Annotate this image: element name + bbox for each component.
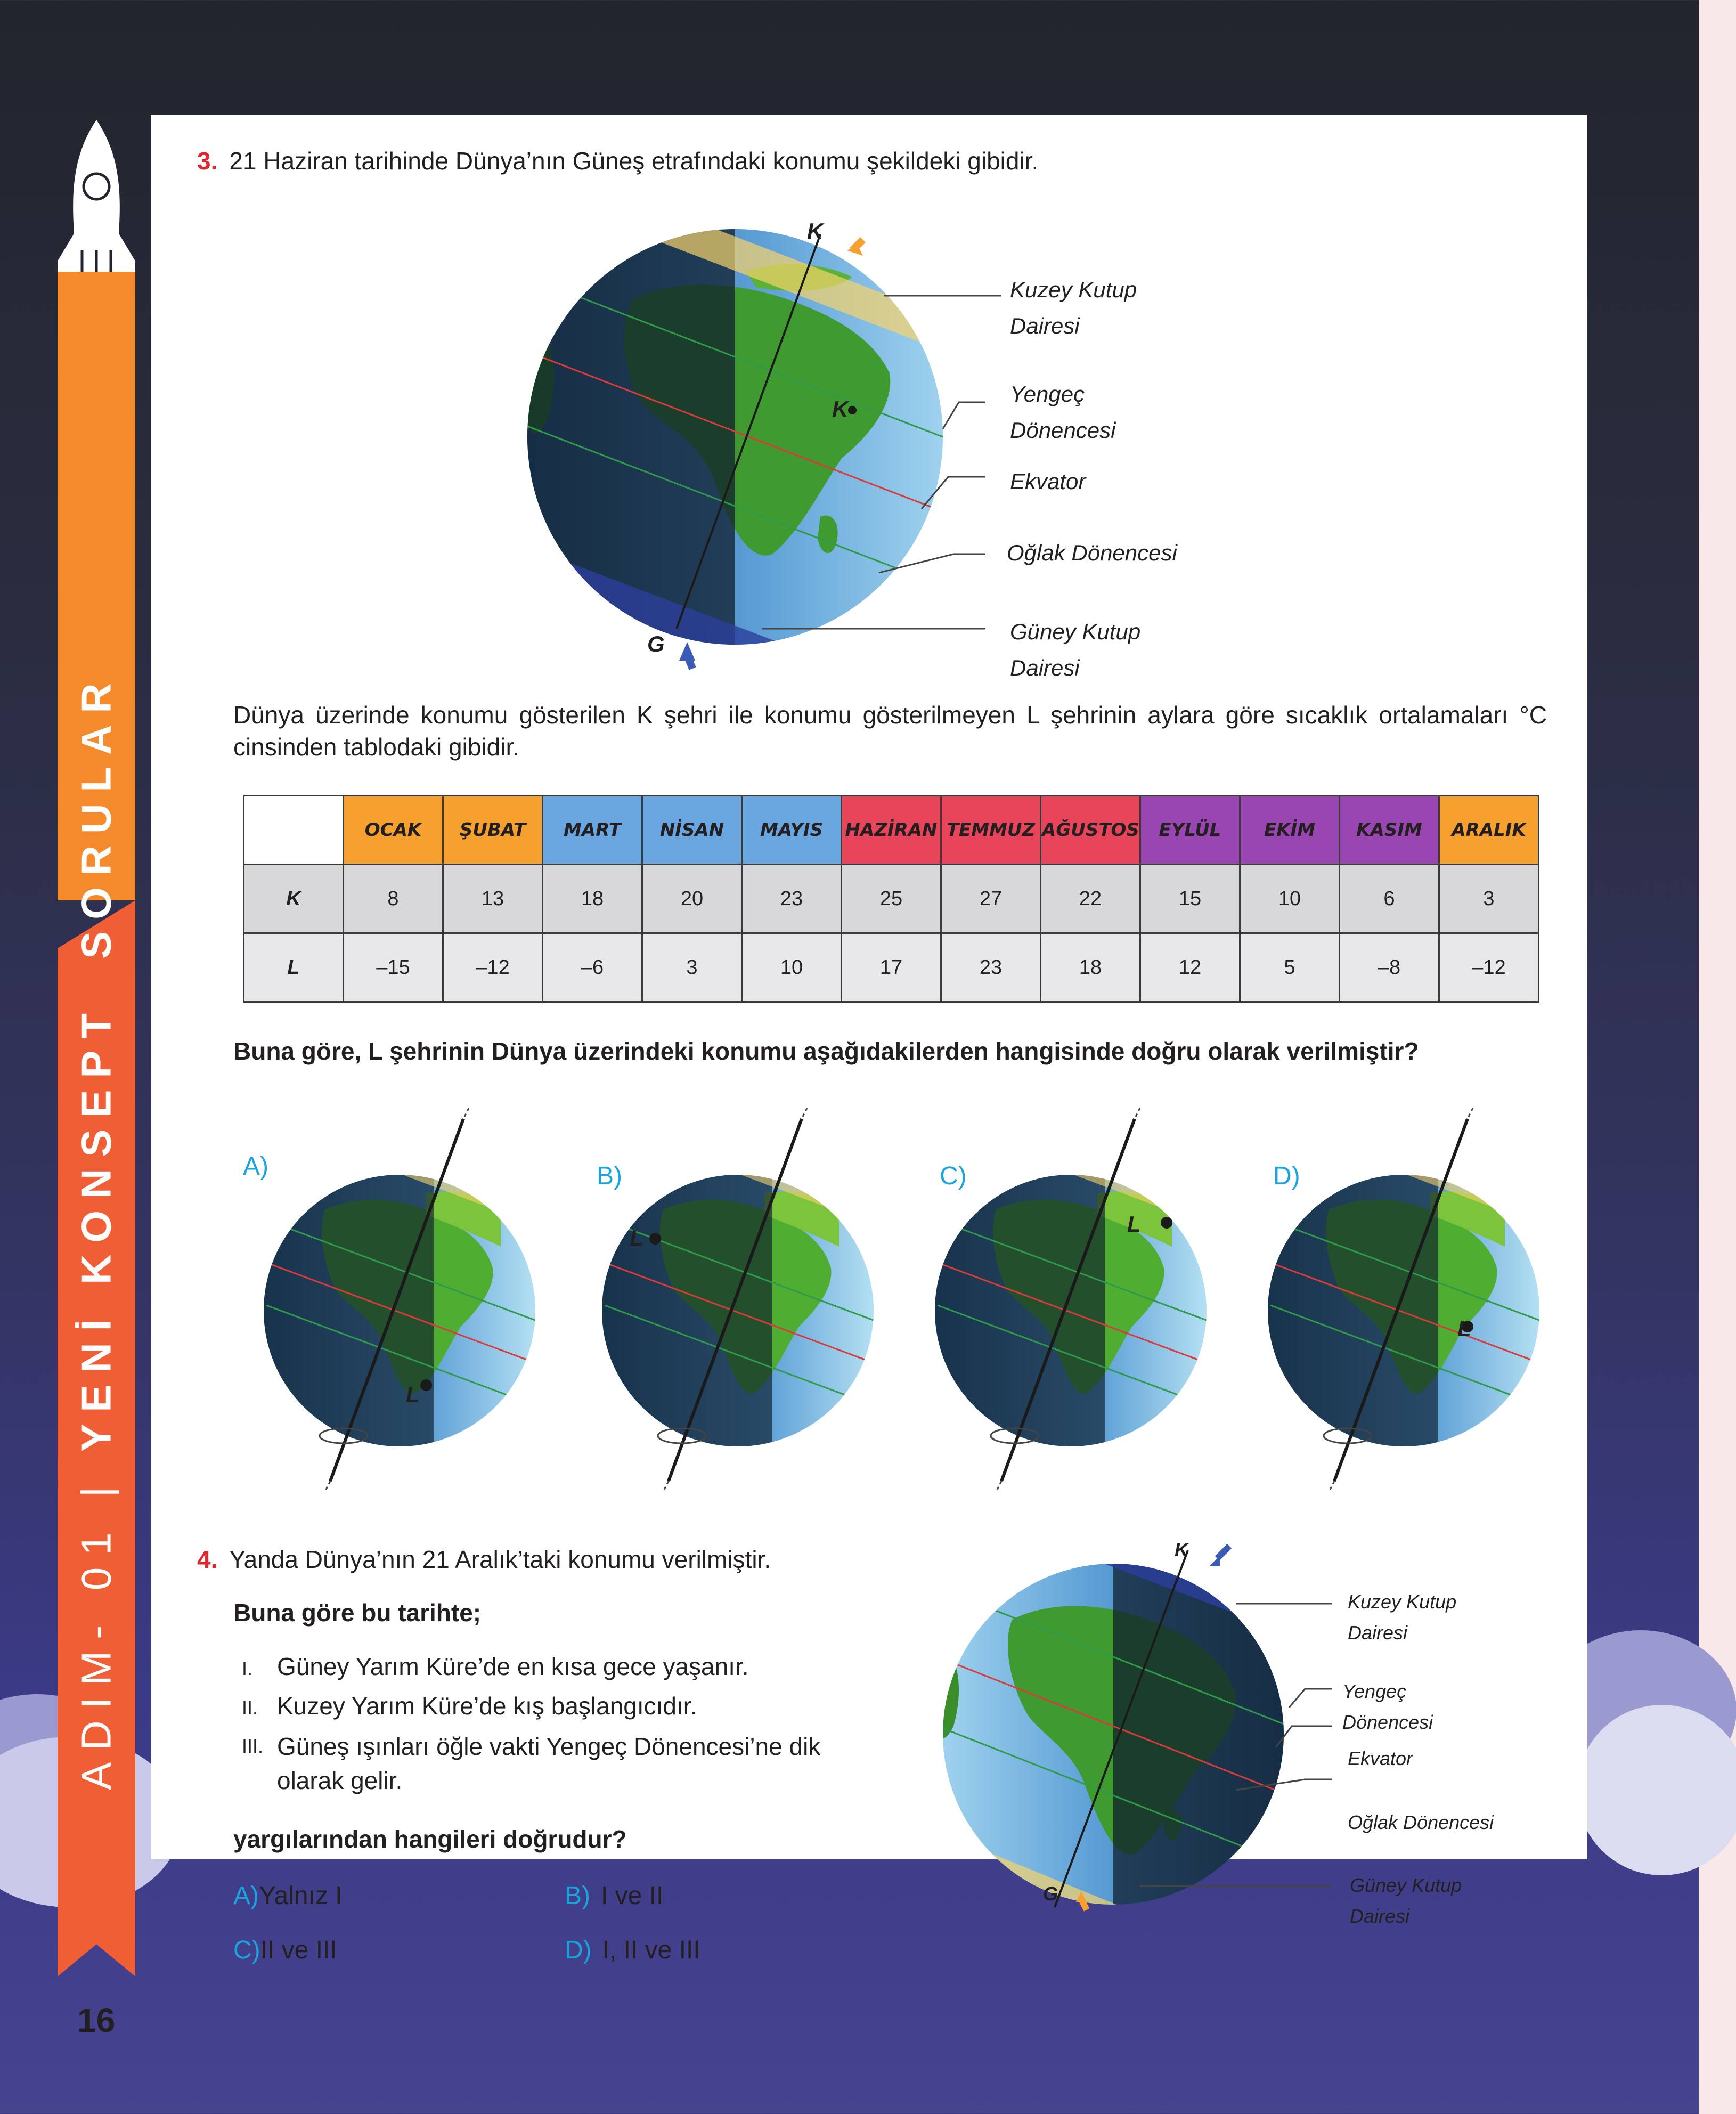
cloud-decoration	[1577, 1705, 1736, 1875]
question-4-prompt: yargılarından hangileri doğrudur?	[233, 1825, 627, 1853]
table-cell: 18	[543, 865, 642, 933]
month-header: MAYIS	[742, 796, 842, 865]
statement-text: Güney Yarım Küre’de en kısa gece yaşanır.	[277, 1653, 749, 1680]
globe-label-k-top: K	[807, 218, 824, 243]
answer-text: I, II ve III	[602, 1936, 700, 1964]
answer-text: Yalnız I	[259, 1882, 343, 1910]
sidebar-section: SORULAR	[72, 671, 120, 959]
question-number: 3.	[197, 147, 218, 175]
globe2-label-yengec: Yengeç Dönencesi	[1342, 1680, 1433, 1733]
option-c-city: L	[1127, 1212, 1141, 1237]
row-label: K	[244, 865, 344, 933]
globe-label-g-bottom: G	[647, 631, 665, 656]
sidebar-title	[72, 671, 121, 1790]
table-cell: 17	[842, 933, 941, 1002]
temperature-table	[243, 795, 1539, 1003]
statement-2	[242, 1689, 697, 1725]
question-text: Yanda Dünya’nın 21 Aralık’taki konumu verilmiştir.	[229, 1546, 771, 1573]
table-header-row	[244, 796, 1539, 865]
option-a-letter[interactable]: A)	[243, 1152, 268, 1181]
statement-number: I.	[242, 1657, 253, 1679]
question-4-stem	[197, 1542, 771, 1576]
answer-c[interactable]	[233, 1933, 337, 1967]
table-corner-cell	[244, 796, 344, 865]
month-header: KASIM	[1340, 796, 1439, 865]
answer-letter: B)	[565, 1882, 590, 1910]
table-cell: –8	[1340, 933, 1439, 1002]
table-cell: 10	[1240, 865, 1340, 933]
table-cell: 6	[1340, 865, 1439, 933]
option-b-letter[interactable]: B)	[597, 1162, 622, 1190]
month-header: AĞUSTOS	[1041, 796, 1140, 865]
statement-text: Güneş ışınları öğle vakti Yengeç Dönencesi’ne dik olarak gelir.	[277, 1733, 821, 1794]
globe2-label-k-top: K	[1175, 1539, 1188, 1560]
label-kuzey-kutup: Kuzey Kutup Dairesi	[1010, 277, 1137, 338]
month-header: EKİM	[1240, 796, 1340, 865]
month-header: NİSAN	[642, 796, 742, 865]
globe2-label-ekvator: Ekvator	[1348, 1747, 1413, 1769]
table-cell: 23	[742, 865, 842, 933]
answer-a[interactable]	[233, 1879, 343, 1913]
answer-letter: D)	[565, 1936, 592, 1964]
statement-3	[242, 1729, 854, 1798]
question-3-prompt: Buna göre, L şehrinin Dünya üzerindeki konumu aşağıdakilerden hangisinde doğru olarak verilmiştir?	[233, 1037, 1419, 1065]
option-globe	[250, 1108, 538, 1492]
chapter-sidebar	[58, 272, 135, 1977]
statement-1	[242, 1649, 749, 1686]
table-cell: –12	[1439, 933, 1539, 1002]
answer-letter: A)	[233, 1882, 259, 1910]
table-cell: 13	[443, 865, 543, 933]
question-number: 4.	[197, 1546, 218, 1573]
answer-text: II ve III	[260, 1936, 337, 1964]
label-yengec: Yengeç Dönencesi	[1010, 381, 1116, 443]
month-header: OCAK	[344, 796, 443, 865]
question-text: 21 Haziran tarihinde Dünya’nın Güneş etrafındaki konumu şekildeki gibidir.	[229, 147, 1039, 175]
option-globe	[589, 1108, 876, 1492]
table-cell: 15	[1140, 865, 1240, 933]
statement-number: II.	[242, 1697, 258, 1719]
option-d-letter[interactable]: D)	[1273, 1162, 1300, 1190]
globe-city-k: K	[832, 396, 849, 421]
month-header: EYLÜL	[1140, 796, 1240, 865]
globe2-label-guney: Güney Kutup Dairesi	[1350, 1874, 1462, 1927]
statement-number: III.	[242, 1735, 264, 1757]
answer-b[interactable]	[565, 1879, 663, 1913]
table-cell: –15	[344, 933, 443, 1002]
sidebar-concept: YENİ KONSEPT	[72, 1001, 120, 1452]
table-cell: 8	[344, 865, 443, 933]
table-cell: –12	[443, 933, 543, 1002]
option-d-city: L	[1457, 1316, 1471, 1341]
table-row-l	[244, 933, 1539, 1002]
label-oglak: Oğlak Dönencesi	[1007, 540, 1177, 565]
statement-text: Kuzey Yarım Küre’de kış başlangıcıdır.	[277, 1692, 697, 1720]
table-cell: 5	[1240, 933, 1340, 1002]
table-cell: 20	[642, 865, 742, 933]
table-cell: 3	[1439, 865, 1539, 933]
question-3-paragraph: Dünya üzerinde konumu gösterilen K şehri ile konumu gösterilmeyen L şehrinin aylara göre sıcaklık ortalamaları °C cinsinden tablodaki gibidir.	[233, 701, 1547, 761]
month-header: MART	[543, 796, 642, 865]
option-c-letter[interactable]: C)	[940, 1162, 967, 1190]
question-4-lead: Buna göre bu tarihte;	[233, 1599, 482, 1627]
table-cell: 23	[941, 933, 1041, 1002]
table-cell: 22	[1041, 865, 1140, 933]
option-b-city: L	[630, 1225, 643, 1250]
table-row-k	[244, 865, 1539, 933]
month-header: TEMMUZ	[941, 796, 1041, 865]
table-cell: 3	[642, 933, 742, 1002]
globe2-label-kuzey: Kuzey Kutup Dairesi	[1348, 1591, 1457, 1644]
page-number: 16	[77, 2001, 116, 2039]
globe2-label-g-bottom: G	[1043, 1883, 1058, 1905]
table-cell: 18	[1041, 933, 1140, 1002]
globe2-label-oglak: Oğlak Dönencesi	[1348, 1811, 1494, 1833]
rocket-icon	[55, 117, 137, 277]
question-3-stem	[197, 144, 1038, 178]
answer-letter: C)	[233, 1936, 260, 1964]
table-cell: 27	[941, 865, 1041, 933]
answer-text: I ve II	[601, 1882, 664, 1910]
option-a-city: L	[406, 1382, 420, 1407]
table-cell: 10	[742, 933, 842, 1002]
month-header: ŞUBAT	[443, 796, 543, 865]
answer-d[interactable]	[565, 1933, 700, 1967]
label-guney-kutup: Güney Kutup Dairesi	[1010, 619, 1141, 680]
table-cell: –6	[543, 933, 642, 1002]
label-ekvator: Ekvator	[1010, 469, 1086, 494]
row-label: L	[244, 933, 344, 1002]
sidebar-series: ADIM- 01 |	[72, 1451, 120, 1790]
table-cell: 12	[1140, 933, 1240, 1002]
table-cell: 25	[842, 865, 941, 933]
month-header: ARALIK	[1439, 796, 1539, 865]
month-header: HAZİRAN	[842, 796, 941, 865]
